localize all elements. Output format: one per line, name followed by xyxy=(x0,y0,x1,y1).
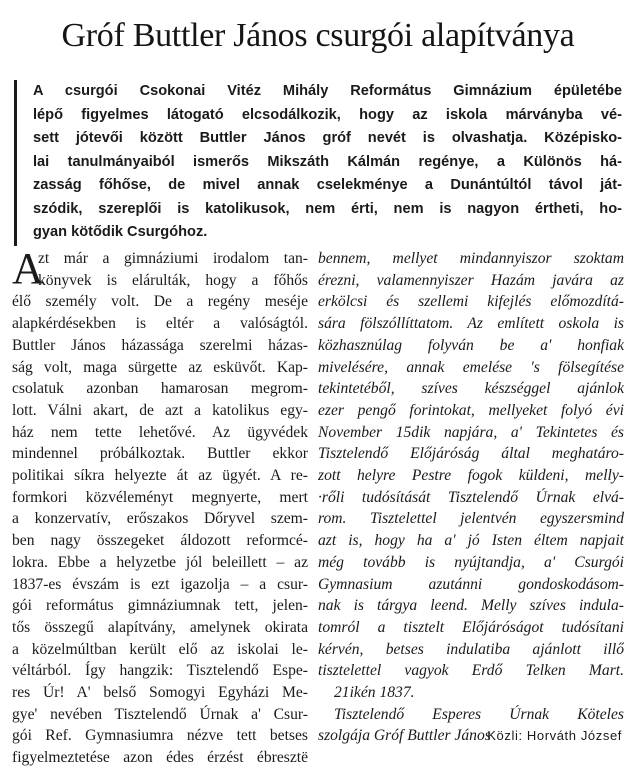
letter-line: bennem, mellyet mindannyiszor szoktam xyxy=(318,250,624,267)
lead-line: lai tanulmányaiból ismerős Mikszáth Kálmán regénye, a Különös há- xyxy=(33,153,622,170)
letter-line: azt is, hogy ha a' jó Isten éltem napjait xyxy=(318,532,624,550)
body-line: élő személy volt. De a regény meséje xyxy=(12,293,308,311)
letter-line: Tisztelendő Esperes Úrnak Köteles xyxy=(334,705,624,723)
letter-line: még tovább is nyújtandja, a' Csurgói xyxy=(318,553,624,571)
body-line: 1837-es évszám is ezt igazolja – a csur- xyxy=(12,575,308,593)
body-line: Buttler János házassága szerelmi házas- xyxy=(12,336,308,354)
letter-line: zott helyre Pestre fogok küldeni, melly- xyxy=(318,467,624,485)
article-title: Gróf Buttler János csurgói alapítványa xyxy=(61,17,575,54)
letter-line: kérvén, betses indulatiba ajánlott illő xyxy=(318,640,624,658)
letter-line: nak is tárgya leend. Melly szíves indula- xyxy=(318,597,624,615)
body-line: csolatuk azonban hamarosan megrom- xyxy=(12,380,308,398)
letter-line: érezni, valamennyiszer Hazám javára az xyxy=(318,271,624,289)
letter-line: erkölcsi és szellemi kifejlés előmozdítá- xyxy=(318,293,624,311)
letter-line: ezer pengő forintokat, mellyeket folyó évi xyxy=(318,401,624,419)
left-column xyxy=(12,244,308,769)
body-line: tős összegű alapítvány, amelynek okirata xyxy=(12,618,308,636)
right-column xyxy=(318,248,624,747)
body-line: könyvek is elárulták, hogy a főhős xyxy=(38,271,308,289)
body-line: a konzervatív, erőszakos Dőryvel szem- xyxy=(12,510,308,528)
body-line: lokra. Ebbe a helyzetbe jól beleillett – az xyxy=(12,553,308,571)
letter-line: közhasznúlag folyván be a' honfiak xyxy=(318,336,624,354)
lead-line: A csurgói Csokonai Vitéz Mihály Református Gimnázium épületébe xyxy=(33,83,622,99)
body-line: gye' nevében Tisztelendő Úrnak a' Csur- xyxy=(12,705,308,723)
letter-line: ·rőli tudósítását Tisztelendő Úrnak elvá- xyxy=(318,488,624,506)
lead-line: szódik, szereplői is katolikusok, nem érti, nem is nagyon értheti, ho- xyxy=(33,200,622,217)
lead-line: zasság főhőse, de mivel annak cselekménye a Dunántúltól távol ját- xyxy=(33,177,622,193)
body-line: gói Ref. Gymnasiumra nézve tett betses xyxy=(12,727,308,745)
letter-line: mivelésére, annak emelése 's fölsegítése xyxy=(318,358,624,376)
body-line: alapkérdésekben is eltér a valóságtól. xyxy=(12,315,308,333)
lead-line: sett jótevői között Buttler János gróf nevét is olvashatja. Középisko- xyxy=(33,130,622,146)
letter-line: rom. Tisztelettel jelentvén egyszersmind xyxy=(318,510,624,528)
body-line: formkori közvéleményt megnyerte, mert xyxy=(12,488,308,506)
drop-cap: A xyxy=(12,244,44,293)
lead-line: lépő figyelmes látogató elcsodálkozik, hogy az iskola márványba vé- xyxy=(33,106,622,123)
body-line: véltárból. Így hangzik: Tisztelendő Espe- xyxy=(12,662,308,680)
body-line: ház nem tette lehetővé. Az ügyvédek xyxy=(12,423,308,441)
body-line: a közelmúltban került elő az iskolai le- xyxy=(12,640,308,658)
body-line: politikai síkra helyezte át az ügyét. A re- xyxy=(12,467,308,485)
letter-line: tomról a tisztelt Előjáróságot tudósítani xyxy=(318,618,624,636)
lead-line: gyan kötődik Csurgóhoz. xyxy=(33,224,208,240)
body-line: mindennel próbálkoztak. Buttler ekkor xyxy=(12,445,308,463)
letter-line: November 15dik napjára, a' Tekintetes és xyxy=(318,423,624,441)
body-line: figyelmeztetése azon édes érzést ébresztë xyxy=(12,749,308,767)
letter-line: tekintetéből, szíves készséggel ajánlok xyxy=(318,380,624,398)
letter-line: sára fölszóllíttatom. Az említett oskola is xyxy=(318,315,624,333)
body-line: res Úr! A' belső Somogyi Egyházi Me- xyxy=(12,684,308,702)
body-line: ben nagy összegeket áldozott reformcé- xyxy=(12,532,308,550)
body-line: ság volt, maga sürgette az esküvőt. Kap- xyxy=(12,358,308,376)
body-line: lott. Válni akart, de azt a katolikus egy- xyxy=(12,401,308,419)
letter-line: Tisztelendő Előjáróság által meghatáro- xyxy=(318,445,624,463)
body-line: zt már a gimnáziumi irodalom tan- xyxy=(38,250,308,267)
letter-line: tisztelettel vagyok Erdő Telken Mart. xyxy=(318,662,624,680)
dropcap-block xyxy=(12,244,308,293)
letter-line: Gymnasium azutánni gondoskodásom- xyxy=(318,575,624,593)
letter-signature: szolgája Gróf Buttler János xyxy=(318,727,491,745)
lead-paragraph xyxy=(14,80,622,246)
body-line: gói református gimnáziumnak tett, jelen- xyxy=(12,597,308,615)
letter-line: 21ikén 1837. xyxy=(334,684,415,702)
credit-line: Közli: Horváth József xyxy=(487,728,622,743)
